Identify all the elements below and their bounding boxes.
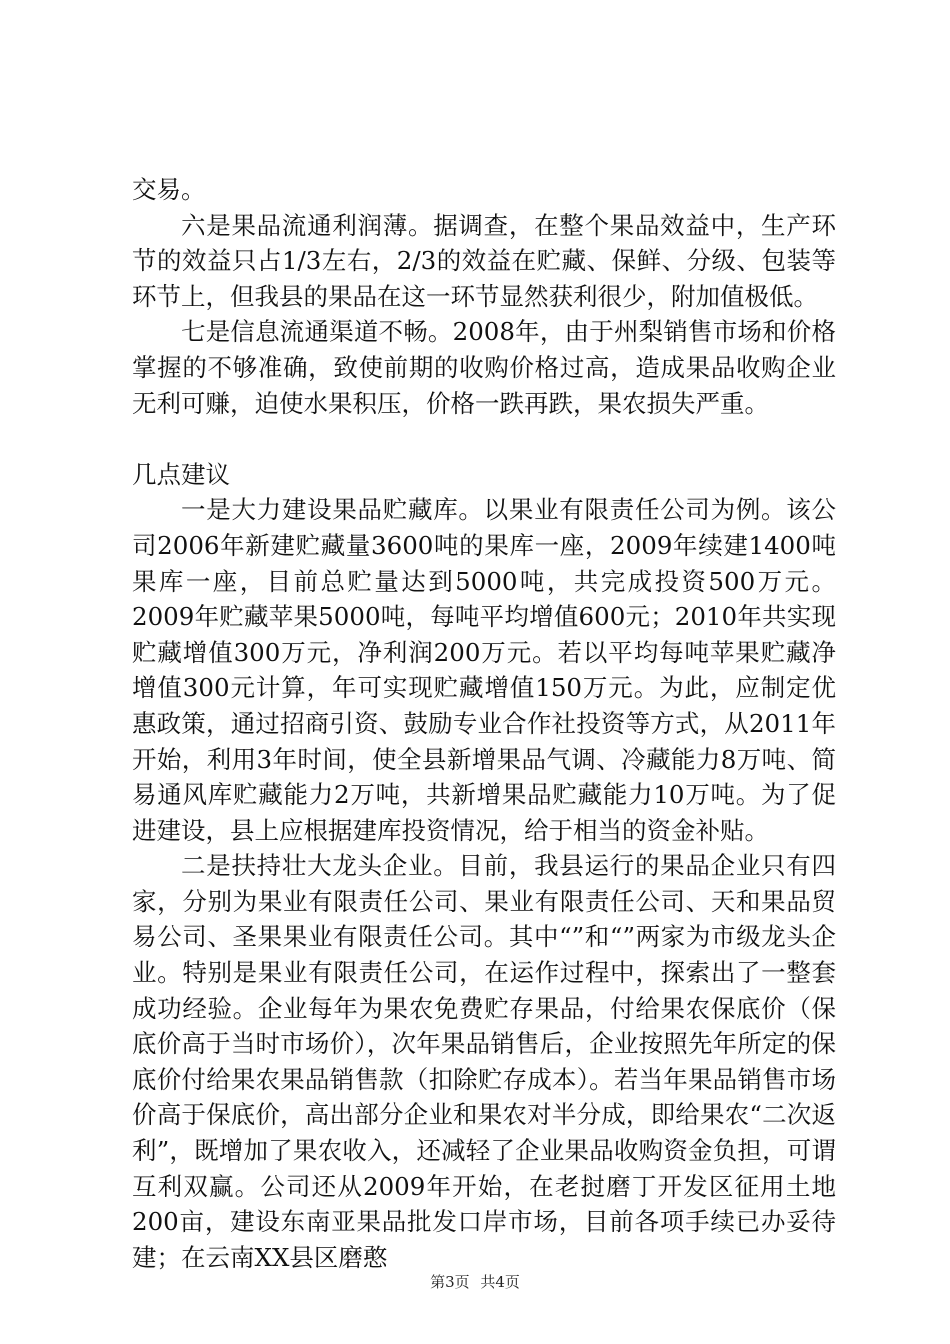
page-number: 第3页 [430, 1273, 470, 1291]
paragraph-suggestion-two: 二是扶持壮大龙头企业。目前，我县运行的果品企业只有四家，分别为果业有限责任公司、果业有限责任公司、天和果品贸易公司、圣果果业有限责任公司。其中“”和“”两家为市级龙头企业。特别是果业有限责任公司，在运作过程中，探索出了一整套成功经验。企业每年为果农免费贮存果品，付给果农保底价（保底价高于当时市场价），次年果品销售后，企业按照先年所定的保底价付给果农果品销售款（扣除贮存成本）。若当年果品销售市场价高于保底价，高出部分企业和果农对半分成，即给果农“二次返利”，既增加了果农收入，还减轻了企业果品收购资金负担，可谓互利双赢。公司还从2009年开始，在老挝磨丁开发区征用土地200亩，建设东南亚果品批发口岸市场，目前各项手续已办妥待建；在云南XX县区磨憨 [132, 851, 836, 1272]
paragraph-continuation: 交易。 [132, 175, 206, 204]
paragraph-item-six: 六是果品流通利润薄。据调查，在整个果品效益中，生产环节的效益只占1/3左右，2/3的效益在贮藏、保鲜、分级、包装等环节上，但我县的果品在这一环节显然获利很少，附加值极低。 [132, 210, 836, 311]
paragraph-item-seven: 七是信息流通渠道不畅。2008年，由于州梨销售市场和价格掌握的不够准确，致使前期的收购价格过高，造成果品收购企业无利可赚，迫使水果积压，价格一跌再跌，果农损失严重。 [132, 317, 836, 418]
document-body [132, 172, 836, 1275]
page-footer [0, 1271, 950, 1292]
paragraph-suggestion-one: 一是大力建设果品贮藏库。以果业有限责任公司为例。该公司2006年新建贮藏量3600吨的果库一座，2009年续建1400吨果库一座，目前总贮量达到5000吨，共完成投资500万元。2009年贮藏苹果5000吨，每吨平均增值600元；2010年共实现贮藏增值300万元，净利润200万元。若以平均每吨苹果贮藏净增值300元计算，年可实现贮藏增值150万元。为此，应制定优惠政策，通过招商引资、鼓励专业合作社投资等方式，从2011年开始，利用3年时间，使全县新增果品气调、冷藏能力8万吨、简易通风库贮藏能力2万吨，共新增果品贮藏能力10万吨。为了促进建设，县上应根据建库投资情况，给于相当的资金补贴。 [132, 495, 836, 845]
paragraph-spacer [132, 421, 836, 457]
page-total: 共4页 [480, 1273, 520, 1291]
section-heading: 几点建议 [132, 459, 230, 489]
